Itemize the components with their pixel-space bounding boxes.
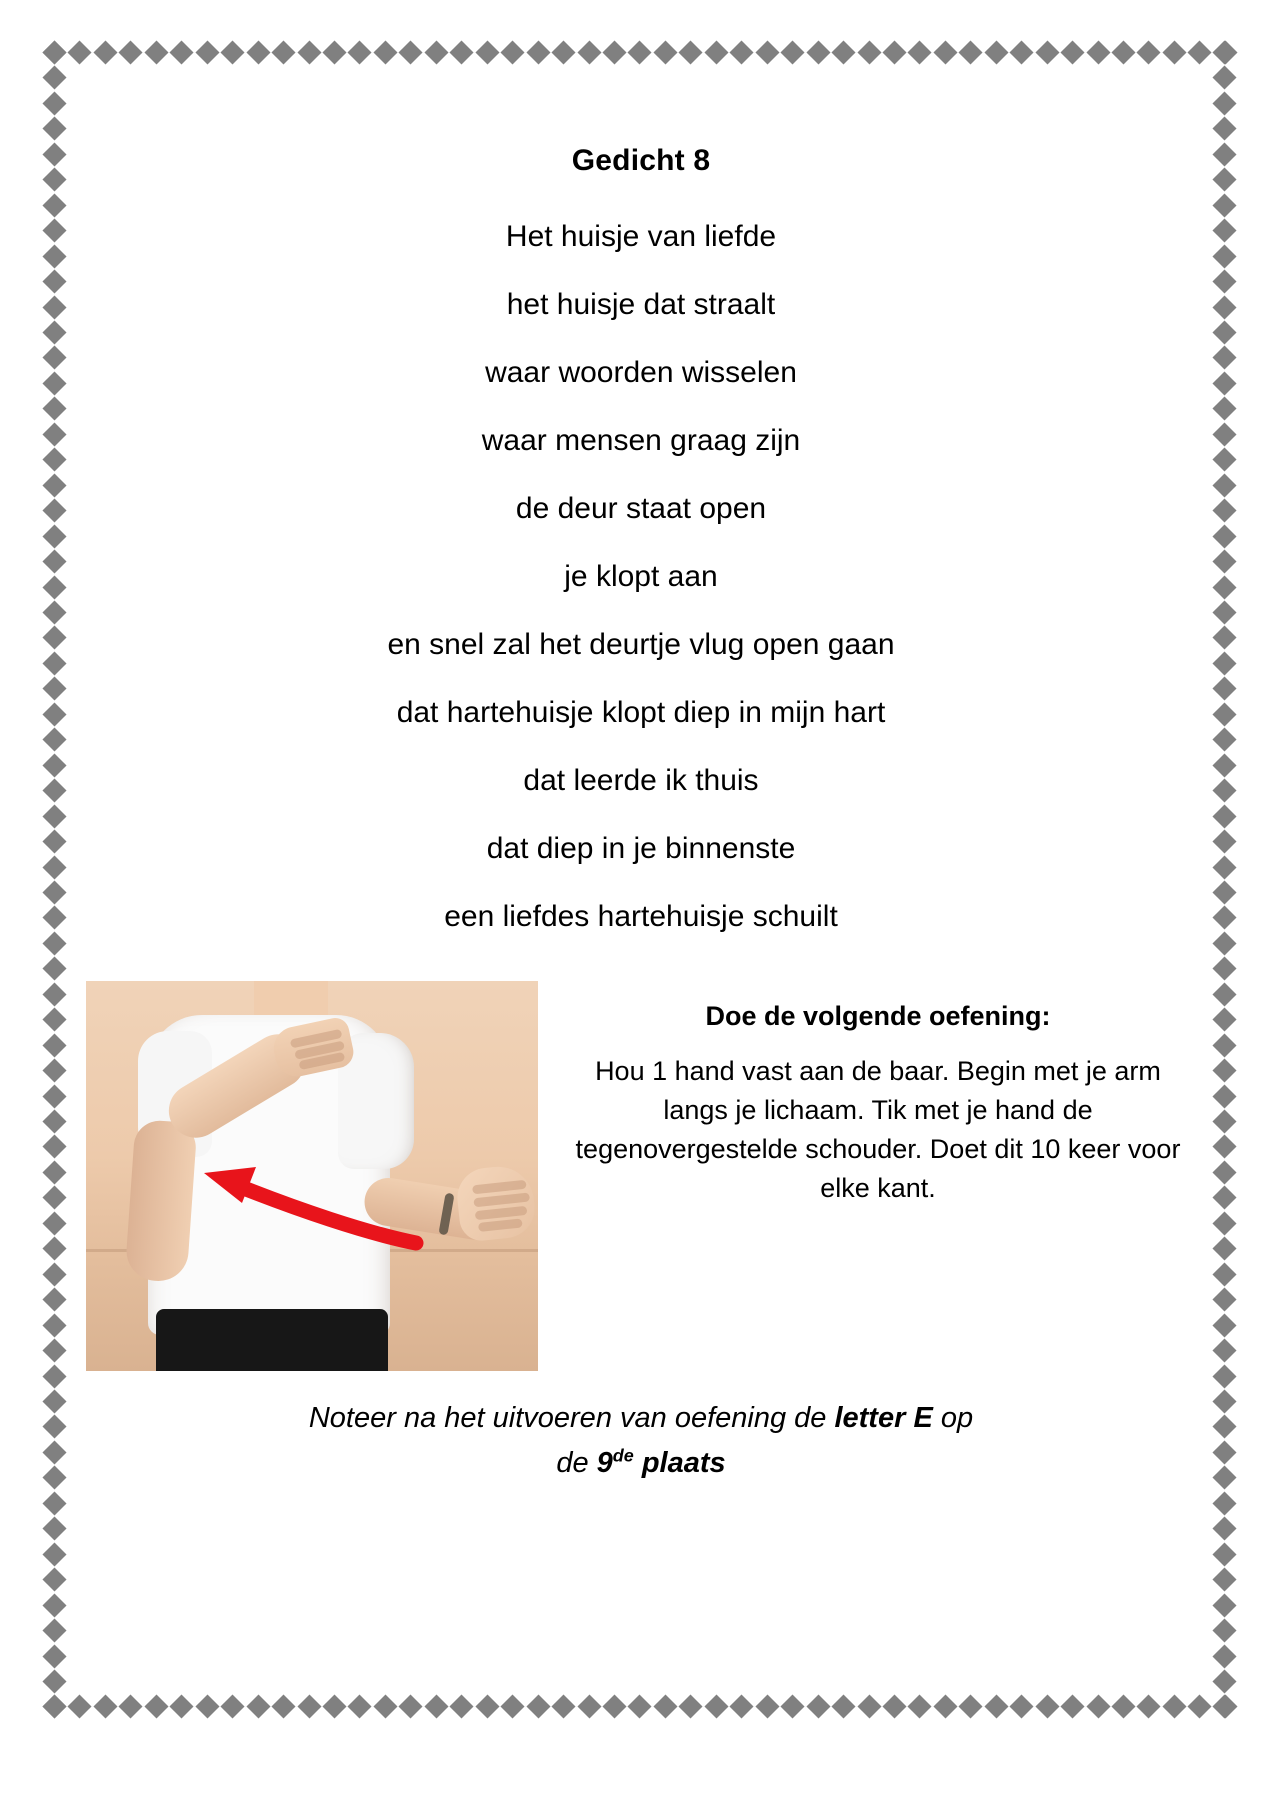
border-diamond — [1212, 1669, 1236, 1693]
border-diamond — [42, 244, 66, 268]
border-diamond — [1212, 1542, 1236, 1566]
border-diamond — [475, 40, 499, 64]
poem-line: een liefdes hartehuisje schuilt — [444, 900, 838, 933]
border-diamond — [144, 40, 168, 64]
border-diamond — [679, 1694, 703, 1718]
exercise-body: Hou 1 hand vast aan de baar. Begin met je arm langs je lichaam. Tik met je hand de tegenovergestelde schouder. Doet dit 10 keer voor elke kant. — [575, 1056, 1181, 1204]
border-diamond — [806, 40, 830, 64]
border-diamond — [1212, 1466, 1236, 1490]
border-diamond — [42, 117, 66, 141]
border-diamond — [1212, 779, 1236, 803]
border-diamond — [1212, 1288, 1236, 1312]
border-diamond — [42, 1237, 66, 1261]
border-diamond — [1212, 1695, 1236, 1719]
border-diamond — [1212, 524, 1236, 548]
border-col-left — [46, 44, 64, 1716]
border-diamond — [832, 1694, 856, 1718]
border-diamond — [272, 40, 296, 64]
footer-ordinal-number: 9 — [596, 1446, 613, 1479]
border-diamond — [1212, 1160, 1236, 1184]
border-diamond — [1212, 1110, 1236, 1134]
border-diamond — [1035, 1694, 1059, 1718]
border-diamond — [1212, 575, 1236, 599]
border-diamond — [1212, 728, 1236, 752]
border-diamond — [42, 1059, 66, 1083]
border-diamond — [42, 1694, 66, 1718]
border-diamond — [1112, 1694, 1136, 1718]
border-diamond — [1086, 40, 1110, 64]
border-diamond — [1212, 1008, 1236, 1032]
border-diamond — [1010, 40, 1034, 64]
border-diamond — [501, 40, 525, 64]
border-diamond — [933, 40, 957, 64]
border-diamond — [42, 575, 66, 599]
border-diamond — [42, 1084, 66, 1108]
border-diamond — [1212, 804, 1236, 828]
border-diamond — [1061, 40, 1085, 64]
border-diamond — [450, 40, 474, 64]
border-diamond — [42, 728, 66, 752]
border-row-top — [46, 44, 1234, 62]
footer-instruction — [86, 1396, 1196, 1486]
border-diamond — [1035, 40, 1059, 64]
border-diamond — [68, 1694, 92, 1718]
border-diamond — [424, 40, 448, 64]
border-diamond — [1212, 499, 1236, 523]
border-diamond — [653, 1694, 677, 1718]
border-diamond — [1212, 1568, 1236, 1592]
border-diamond — [882, 40, 906, 64]
border-diamond — [1212, 219, 1236, 243]
border-diamond — [246, 40, 270, 64]
border-diamond — [1212, 1237, 1236, 1261]
border-diamond — [1212, 142, 1236, 166]
border-diamond — [42, 931, 66, 955]
border-diamond — [755, 1694, 779, 1718]
border-diamond — [42, 40, 66, 64]
border-diamond — [1212, 830, 1236, 854]
border-diamond — [450, 1694, 474, 1718]
border-diamond — [322, 1694, 346, 1718]
border-diamond — [348, 1694, 372, 1718]
border-diamond — [42, 193, 66, 217]
border-diamond — [1212, 371, 1236, 395]
red-arrow-icon — [86, 981, 538, 1371]
border-diamond — [1212, 1262, 1236, 1286]
border-diamond — [42, 753, 66, 777]
border-diamond — [1212, 40, 1236, 64]
border-diamond — [1212, 1313, 1236, 1337]
border-diamond — [806, 1694, 830, 1718]
border-diamond — [1212, 168, 1236, 192]
border-diamond — [93, 1694, 117, 1718]
border-diamond — [857, 40, 881, 64]
border-diamond — [42, 371, 66, 395]
border-diamond — [42, 1415, 66, 1439]
border-diamond — [1212, 855, 1236, 879]
border-diamond — [1212, 1364, 1236, 1388]
border-diamond — [1212, 1059, 1236, 1083]
border-diamond — [1212, 1415, 1236, 1439]
border-diamond — [297, 40, 321, 64]
border-diamond — [1188, 40, 1212, 64]
border-diamond — [1213, 40, 1237, 64]
border-diamond — [42, 142, 66, 166]
border-diamond — [42, 91, 66, 115]
border-diamond — [781, 1694, 805, 1718]
border-diamond — [42, 320, 66, 344]
border-diamond — [42, 906, 66, 930]
border-diamond — [1212, 651, 1236, 675]
border-diamond — [373, 1694, 397, 1718]
footer-line2-suffix: plaats — [633, 1446, 726, 1479]
border-diamond — [781, 40, 805, 64]
exercise-section — [86, 981, 1196, 1371]
border-diamond — [882, 1694, 906, 1718]
border-diamond — [1086, 1694, 1110, 1718]
border-diamond — [1010, 1694, 1034, 1718]
border-diamond — [42, 1262, 66, 1286]
border-diamond — [170, 1694, 194, 1718]
border-diamond — [704, 40, 728, 64]
border-diamond — [42, 40, 66, 64]
border-diamond — [348, 40, 372, 64]
border-diamond — [1212, 1389, 1236, 1413]
border-diamond — [1212, 66, 1236, 90]
border-diamond — [42, 1288, 66, 1312]
border-diamond — [246, 1694, 270, 1718]
border-diamond — [1061, 1694, 1085, 1718]
border-diamond — [42, 1389, 66, 1413]
poem-line: het huisje dat straalt — [506, 288, 776, 321]
border-diamond — [42, 1313, 66, 1337]
border-diamond — [42, 600, 66, 624]
footer-text-part1: Noteer na het uitvoeren van oefening de — [308, 1402, 835, 1434]
border-diamond — [1188, 1694, 1212, 1718]
border-diamond — [908, 40, 932, 64]
border-diamond — [42, 1542, 66, 1566]
border-diamond — [42, 524, 66, 548]
border-diamond — [679, 40, 703, 64]
border-diamond — [1212, 1186, 1236, 1210]
border-diamond — [526, 1694, 550, 1718]
border-diamond — [297, 1694, 321, 1718]
border-diamond — [42, 1440, 66, 1464]
border-diamond — [42, 957, 66, 981]
border-diamond — [42, 1466, 66, 1490]
border-diamond — [908, 1694, 932, 1718]
border-diamond — [42, 880, 66, 904]
border-diamond — [1212, 1084, 1236, 1108]
border-diamond — [1212, 1033, 1236, 1057]
border-diamond — [959, 1694, 983, 1718]
border-diamond — [552, 1694, 576, 1718]
border-diamond — [42, 499, 66, 523]
border-diamond — [1212, 906, 1236, 930]
border-diamond — [1212, 600, 1236, 624]
border-diamond — [42, 219, 66, 243]
border-diamond — [1212, 1135, 1236, 1159]
border-diamond — [1212, 1211, 1236, 1235]
border-diamond — [221, 40, 245, 64]
border-diamond — [959, 40, 983, 64]
border-diamond — [1212, 1517, 1236, 1541]
border-diamond — [1212, 931, 1236, 955]
border-diamond — [1212, 957, 1236, 981]
border-diamond — [42, 346, 66, 370]
border-diamond — [119, 40, 143, 64]
border-diamond — [1162, 1694, 1186, 1718]
border-diamond — [1212, 117, 1236, 141]
border-diamond — [1212, 753, 1236, 777]
page-title: Gedicht 8 — [571, 144, 711, 177]
exercise-heading: Doe de volgende oefening: — [705, 1001, 1051, 1031]
poem-line: Het huisje van liefde — [505, 220, 777, 253]
border-diamond — [933, 1694, 957, 1718]
border-diamond — [42, 1517, 66, 1541]
border-diamond — [832, 40, 856, 64]
border-diamond — [1112, 40, 1136, 64]
border-diamond — [1212, 880, 1236, 904]
poem-line: waar mensen graag zijn — [481, 424, 801, 457]
border-diamond — [730, 1694, 754, 1718]
border-diamond — [42, 1339, 66, 1363]
border-diamond — [42, 1110, 66, 1134]
border-col-right — [1216, 44, 1234, 1716]
border-diamond — [42, 1160, 66, 1184]
border-diamond — [1212, 422, 1236, 446]
border-diamond — [653, 40, 677, 64]
border-diamond — [602, 1694, 626, 1718]
exercise-instructions — [538, 981, 1196, 1209]
border-diamond — [399, 1694, 423, 1718]
border-diamond — [68, 40, 92, 64]
border-diamond — [42, 804, 66, 828]
border-diamond — [577, 40, 601, 64]
border-row-bottom — [46, 1698, 1234, 1716]
footer-ordinal-suffix: de — [612, 1445, 634, 1466]
border-diamond — [42, 855, 66, 879]
border-diamond — [1137, 40, 1161, 64]
border-diamond — [1212, 473, 1236, 497]
border-diamond — [42, 1008, 66, 1032]
border-diamond — [42, 677, 66, 701]
border-diamond — [1212, 677, 1236, 701]
border-diamond — [195, 1694, 219, 1718]
border-diamond — [984, 1694, 1008, 1718]
border-diamond — [93, 40, 117, 64]
border-diamond — [42, 1491, 66, 1515]
border-diamond — [195, 40, 219, 64]
worksheet-content — [86, 96, 1196, 1676]
border-diamond — [42, 626, 66, 650]
border-diamond — [475, 1694, 499, 1718]
border-diamond — [1212, 1593, 1236, 1617]
border-diamond — [1212, 982, 1236, 1006]
border-diamond — [42, 982, 66, 1006]
border-diamond — [42, 270, 66, 294]
border-diamond — [857, 1694, 881, 1718]
border-diamond — [1212, 295, 1236, 319]
border-diamond — [1212, 320, 1236, 344]
border-diamond — [399, 40, 423, 64]
border-diamond — [1212, 448, 1236, 472]
poem — [86, 222, 1196, 932]
border-diamond — [119, 1694, 143, 1718]
border-diamond — [42, 830, 66, 854]
border-diamond — [704, 1694, 728, 1718]
border-diamond — [170, 40, 194, 64]
border-diamond — [42, 422, 66, 446]
border-diamond — [730, 40, 754, 64]
border-diamond — [1212, 626, 1236, 650]
border-diamond — [144, 1694, 168, 1718]
border-diamond — [42, 1568, 66, 1592]
poem-line: dat hartehuisje klopt diep in mijn hart — [396, 696, 886, 729]
border-diamond — [577, 1694, 601, 1718]
poem-line: en snel zal het deurtje vlug open gaan — [387, 628, 895, 661]
poem-line: je klopt aan — [564, 560, 718, 593]
border-diamond — [526, 40, 550, 64]
border-diamond — [42, 1593, 66, 1617]
border-diamond — [322, 40, 346, 64]
border-diamond — [1212, 1644, 1236, 1668]
poem-line: dat leerde ik thuis — [523, 764, 759, 797]
border-diamond — [42, 1695, 66, 1719]
footer-line2-prefix: de — [556, 1446, 597, 1479]
border-diamond — [42, 1135, 66, 1159]
border-diamond — [1212, 91, 1236, 115]
border-diamond — [42, 397, 66, 421]
poem-line: dat diep in je binnenste — [486, 832, 796, 865]
border-diamond — [1212, 244, 1236, 268]
border-diamond — [1212, 1619, 1236, 1643]
border-diamond — [424, 1694, 448, 1718]
border-diamond — [1212, 346, 1236, 370]
border-diamond — [42, 448, 66, 472]
border-diamond — [373, 40, 397, 64]
border-diamond — [272, 1694, 296, 1718]
footer-text-part2: op — [932, 1402, 974, 1434]
border-diamond — [1212, 550, 1236, 574]
border-diamond — [552, 40, 576, 64]
border-diamond — [1212, 1491, 1236, 1515]
border-diamond — [42, 779, 66, 803]
border-diamond — [221, 1694, 245, 1718]
border-diamond — [755, 40, 779, 64]
border-diamond — [42, 66, 66, 90]
border-diamond — [1213, 1694, 1237, 1718]
border-diamond — [42, 1186, 66, 1210]
poem-line: de deur staat open — [515, 492, 767, 525]
border-diamond — [628, 40, 652, 64]
border-diamond — [42, 295, 66, 319]
border-diamond — [42, 1619, 66, 1643]
border-diamond — [1212, 1440, 1236, 1464]
border-diamond — [628, 1694, 652, 1718]
border-diamond — [42, 168, 66, 192]
border-diamond — [42, 473, 66, 497]
border-diamond — [1137, 1694, 1161, 1718]
border-diamond — [1212, 702, 1236, 726]
border-diamond — [42, 550, 66, 574]
border-diamond — [42, 1211, 66, 1235]
border-diamond — [1212, 193, 1236, 217]
border-diamond — [1162, 40, 1186, 64]
border-diamond — [42, 1033, 66, 1057]
footer-letter-label: letter E — [834, 1402, 933, 1434]
border-diamond — [1212, 397, 1236, 421]
border-diamond — [42, 702, 66, 726]
border-diamond — [42, 1644, 66, 1668]
border-diamond — [501, 1694, 525, 1718]
border-diamond — [1212, 1339, 1236, 1363]
border-diamond — [984, 40, 1008, 64]
border-diamond — [42, 651, 66, 675]
exercise-photo — [86, 981, 538, 1371]
border-diamond — [42, 1669, 66, 1693]
poem-line: waar woorden wisselen — [485, 356, 797, 389]
border-diamond — [1212, 270, 1236, 294]
border-diamond — [602, 40, 626, 64]
border-diamond — [42, 1364, 66, 1388]
